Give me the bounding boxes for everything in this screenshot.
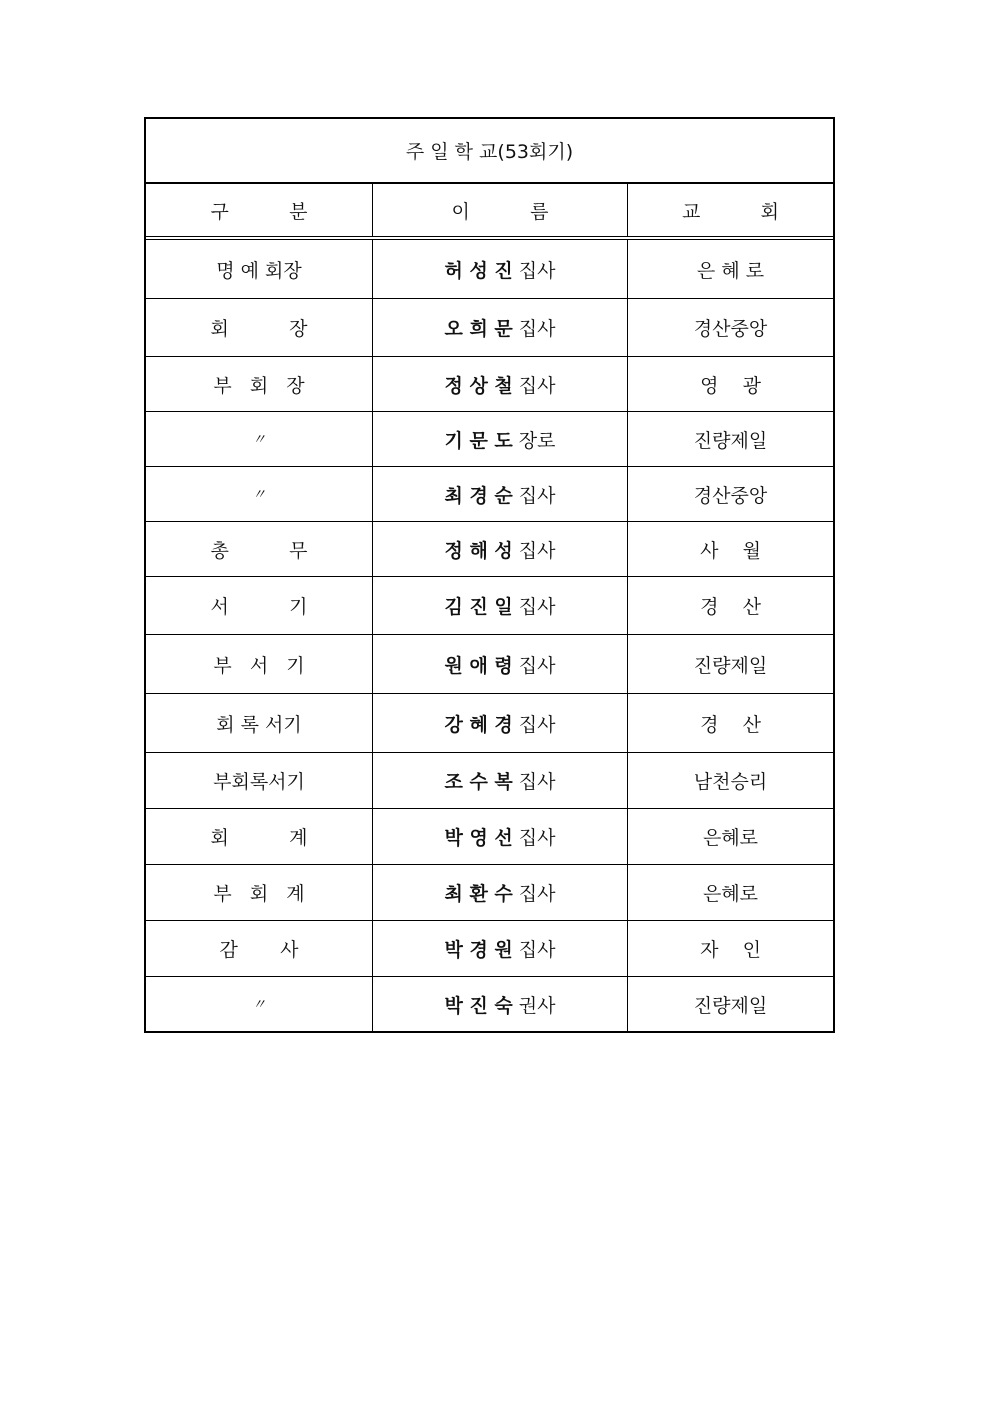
person-title: 집사	[518, 539, 556, 562]
name-cell	[373, 522, 628, 576]
church-cell	[628, 577, 833, 634]
role-cell	[146, 921, 373, 976]
table-row	[146, 809, 833, 865]
name-cell	[373, 357, 628, 411]
table-row	[146, 412, 833, 467]
person-name: 최 환 수	[444, 883, 513, 905]
role-cell	[146, 635, 373, 693]
name-cell	[373, 809, 628, 864]
table-row	[146, 635, 833, 694]
church-text: 은혜로	[702, 883, 759, 905]
person-title: 집사	[518, 654, 556, 677]
church-cell	[628, 357, 833, 411]
person-name: 원 애 령	[444, 654, 513, 677]
church-text: 경산중앙	[693, 318, 768, 340]
church-text: 경 산	[700, 713, 761, 736]
person-title: 집사	[518, 939, 556, 961]
church-text: 진량제일	[693, 429, 768, 452]
name-cell	[373, 921, 628, 976]
church-cell	[628, 865, 833, 920]
table-row	[146, 467, 833, 522]
role-cell	[146, 753, 373, 808]
role-cell	[146, 467, 373, 521]
church-cell	[628, 809, 833, 864]
church-cell	[628, 467, 833, 521]
church-text: 은혜로	[702, 827, 759, 849]
role-text: 회 록 서기	[216, 713, 302, 736]
role-cell	[146, 694, 373, 752]
church-text: 경산중앙	[693, 484, 768, 507]
role-text: 회 장	[210, 318, 308, 340]
person-title: 집사	[518, 259, 556, 282]
person-name: 박 영 선	[444, 827, 513, 849]
role-text: 부 서 기	[213, 654, 305, 677]
person-name: 허 성 진	[444, 259, 513, 282]
header-church: 교 회	[681, 200, 780, 223]
header-row	[146, 184, 833, 240]
table-title: 주 일 학 교(53회기)	[146, 119, 833, 184]
person-title: 장로	[518, 429, 556, 452]
role-cell	[146, 522, 373, 576]
role-text: 〃	[252, 997, 266, 1013]
person-name: 정 해 성	[444, 539, 513, 562]
person-title: 집사	[518, 596, 556, 618]
person-name: 박 경 원	[444, 939, 513, 961]
table-row	[146, 694, 833, 753]
name-cell	[373, 865, 628, 920]
role-text: 회 계	[210, 827, 308, 849]
church-text: 경 산	[700, 596, 761, 618]
header-name: 이 름	[373, 184, 628, 236]
table-row	[146, 753, 833, 809]
church-cell	[628, 694, 833, 752]
role-text: 〃	[252, 487, 266, 503]
name-cell	[373, 694, 628, 752]
role-text: 총 무	[210, 539, 308, 562]
name-cell	[373, 240, 628, 298]
role-cell	[146, 809, 373, 864]
person-title: 권사	[518, 994, 556, 1017]
role-cell	[146, 577, 373, 634]
church-text: 은 혜 로	[696, 259, 765, 282]
church-cell	[628, 921, 833, 976]
table-row	[146, 357, 833, 412]
church-text: 진량제일	[693, 994, 768, 1017]
name-cell	[373, 577, 628, 634]
table-row	[146, 977, 833, 1031]
name-cell	[373, 467, 628, 521]
role-cell	[146, 299, 373, 356]
person-title: 집사	[518, 374, 556, 397]
person-title: 집사	[518, 318, 556, 340]
church-cell	[628, 753, 833, 808]
person-name: 오 희 문	[444, 318, 513, 340]
role-cell	[146, 412, 373, 466]
table-body	[146, 240, 833, 1031]
person-title: 집사	[518, 713, 556, 736]
person-title: 집사	[518, 883, 556, 905]
person-name: 조 수 복	[444, 771, 513, 793]
officers-table	[144, 117, 835, 1033]
person-title: 집사	[518, 484, 556, 507]
church-text: 남천승리	[693, 771, 768, 793]
table-row	[146, 577, 833, 635]
name-cell	[373, 753, 628, 808]
person-name: 기 문 도	[444, 429, 513, 452]
person-name: 최 경 순	[444, 484, 513, 507]
name-cell	[373, 299, 628, 356]
role-text: 부 회 계	[213, 883, 305, 905]
church-text: 진량제일	[693, 654, 768, 677]
role-text: 부 회 장	[213, 374, 305, 397]
role-text: 〃	[252, 432, 266, 448]
person-name: 박 진 숙	[444, 994, 513, 1017]
church-text: 사 월	[700, 539, 761, 562]
table-row	[146, 921, 833, 977]
table-row	[146, 865, 833, 921]
church-cell	[628, 635, 833, 693]
church-text: 자 인	[700, 939, 761, 961]
role-cell	[146, 240, 373, 298]
church-cell	[628, 977, 833, 1031]
person-name: 강 혜 경	[444, 713, 513, 736]
church-text: 영 광	[700, 374, 761, 397]
church-cell	[628, 240, 833, 298]
name-cell	[373, 412, 628, 466]
role-text: 서 기	[210, 596, 308, 618]
table-row	[146, 522, 833, 577]
church-cell	[628, 522, 833, 576]
role-text: 명 예 회장	[216, 259, 302, 282]
name-cell	[373, 977, 628, 1031]
header-role: 구 분	[146, 184, 373, 236]
person-title: 집사	[518, 771, 556, 793]
name-cell	[373, 635, 628, 693]
table-row	[146, 240, 833, 299]
role-cell	[146, 865, 373, 920]
role-text: 부회록서기	[213, 771, 305, 793]
church-cell	[628, 412, 833, 466]
role-cell	[146, 977, 373, 1031]
role-cell	[146, 357, 373, 411]
person-name: 김 진 일	[444, 596, 513, 618]
table-row	[146, 299, 833, 357]
person-title: 집사	[518, 827, 556, 849]
church-cell	[628, 299, 833, 356]
role-text: 감 사	[219, 939, 299, 961]
person-name: 정 상 철	[444, 374, 513, 397]
